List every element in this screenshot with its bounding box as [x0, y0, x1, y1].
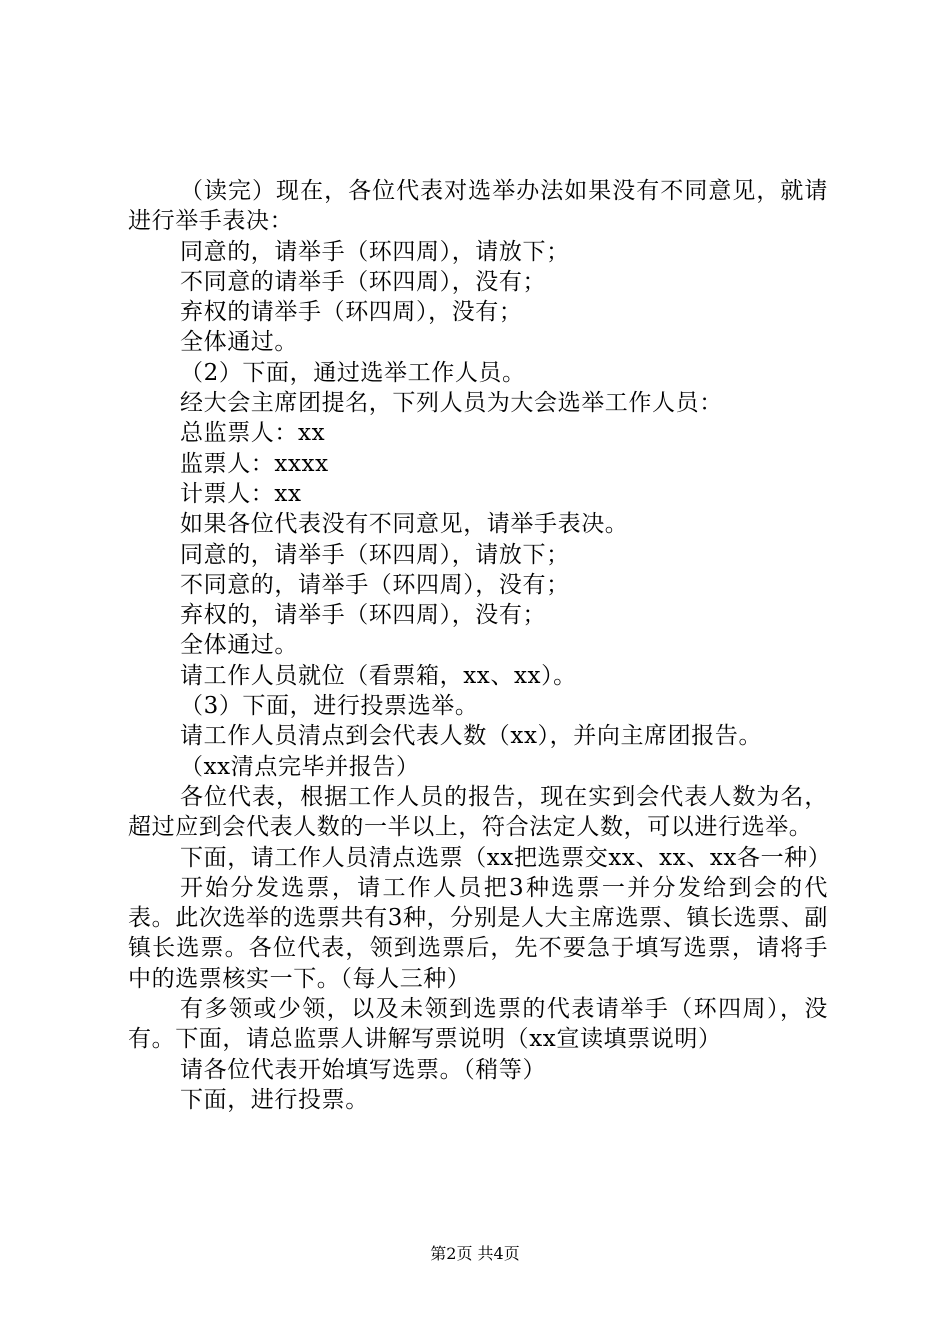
paragraph: 不同意的请举手（环四周），没有； — [180, 268, 547, 295]
paragraph: 请工作人员就位（看票箱，xx、xx）。 — [180, 662, 577, 689]
document-body — [128, 176, 832, 1115]
paragraph: 各位代表，根据工作人员的报告，现在实到会代表人数为名，超过应到会代表人数的一半以上，符合法定人数，可以进行选举。 — [128, 783, 828, 841]
paragraph: 下面，请工作人员清点选票（xx把选票交xx、xx、xx各一种） — [180, 844, 832, 871]
paragraph: 全体通过。 — [180, 632, 298, 659]
paragraph: 计票人：xx — [180, 480, 302, 507]
paragraph: 全体通过。 — [180, 329, 298, 356]
paragraph: 下面，进行投票。 — [180, 1086, 369, 1113]
paragraph: （xx清点完毕并报告） — [180, 753, 420, 780]
paragraph: （2）下面，通过选举工作人员。 — [180, 359, 526, 386]
paragraph: 如果各位代表没有不同意见，请举手表决。 — [180, 511, 629, 538]
paragraph: 开始分发选票，请工作人员把3种选票一并分发给到会的代表。此次选举的选票共有3种，分别是人大主席选票、镇长选票、副镇长选票。各位代表，领到选票后，先不要急于填写选票，请将手中的选票核实一下。（每人三种） — [128, 874, 828, 992]
paragraph: （读完）现在，各位代表对选举办法如果没有不同意见，就请进行举手表决： — [128, 178, 828, 235]
paragraph: （3）下面，进行投票选举。 — [180, 693, 479, 720]
paragraph: 请各位代表开始填写选票。（稍等） — [180, 1056, 547, 1083]
paragraph: 有多领或少领，以及未领到选票的代表请举手（环四周），没有。下面，请总监票人讲解写票说明（xx宣读填票说明） — [128, 996, 828, 1053]
paragraph: 经大会主席团提名，下列人员为大会选举工作人员： — [180, 390, 723, 417]
paragraph: 同意的，请举手（环四周），请放下； — [180, 541, 570, 568]
paragraph: 监票人：xxxx — [180, 450, 329, 477]
paragraph: 弃权的请举手（环四周），没有； — [180, 299, 523, 326]
paragraph: 总监票人：xx — [180, 420, 326, 447]
page-footer — [0, 1244, 950, 1264]
paragraph: 同意的，请举手（环四周），请放下； — [180, 238, 570, 265]
page-number-label: 第2页 共4页 — [430, 1244, 520, 1263]
paragraph: 弃权的，请举手（环四周），没有； — [180, 602, 547, 629]
paragraph: 请工作人员清点到会代表人数（xx），并向主席团报告。 — [180, 723, 763, 750]
paragraph: 不同意的，请举手（环四周），没有； — [180, 571, 570, 598]
